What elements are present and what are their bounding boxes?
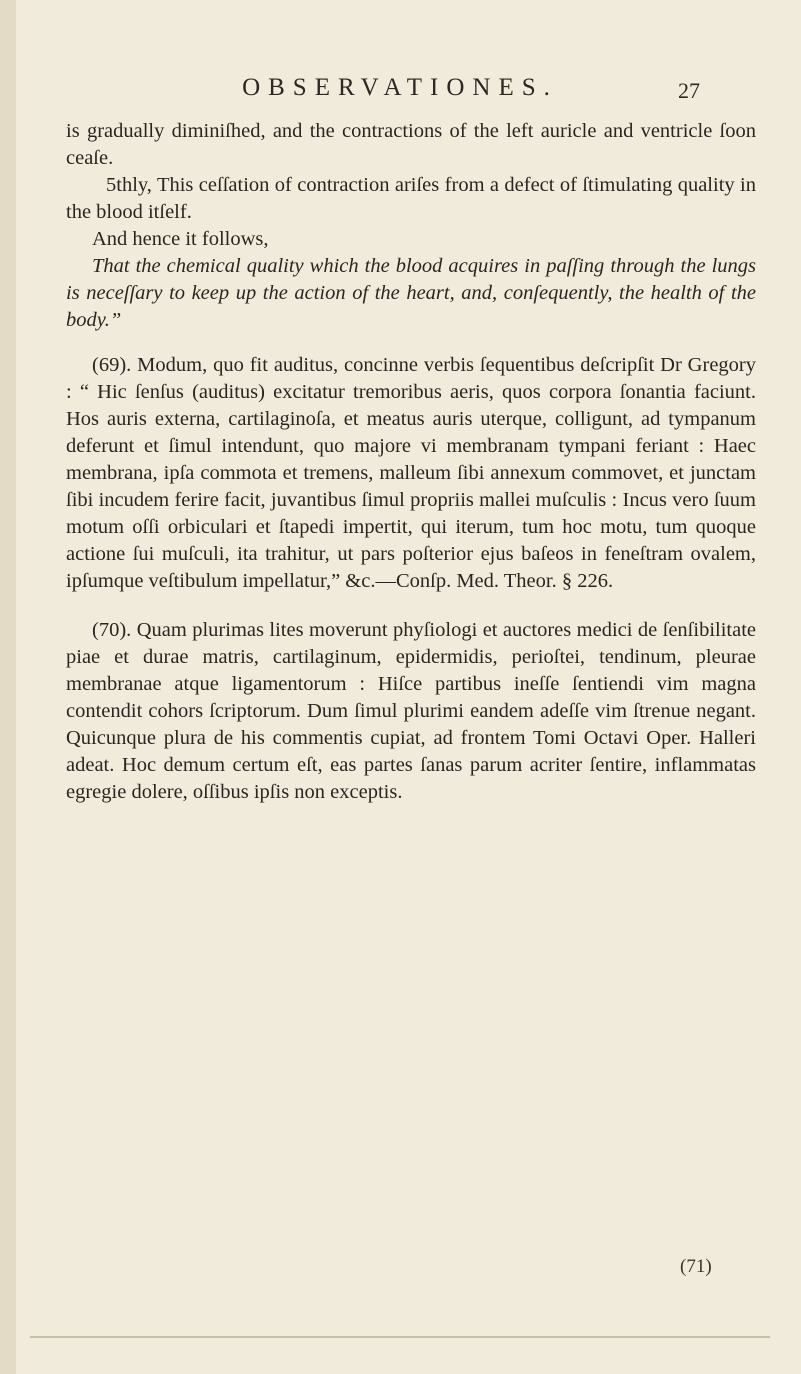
page-bottom-edge <box>30 1336 770 1338</box>
paragraph-fifthly: 5thly, This ceſſation of contraction ariſes from a defect of ſtimulating quality in the blood itſelf. <box>66 174 756 223</box>
paragraph-conclusion: That the chemical quality which the blood acquires in paſſing through the lungs is neceſſary to keep up the action of the heart, and, conſequently, the health of the body.” <box>66 255 756 331</box>
page-number: 27 <box>678 78 700 103</box>
paragraph-continuation: is gradually diminiſhed, and the contractions of the left auricle and ventricle ſoon ceaſe. <box>66 120 756 169</box>
body-text <box>66 118 756 806</box>
page-header <box>120 68 700 108</box>
running-title: OBSERVATIONES. <box>242 74 558 101</box>
page-edge-shadow <box>0 0 16 1374</box>
catchword-next-note: (71) <box>680 1256 712 1277</box>
paragraph-hence: And hence it follows, <box>92 228 269 250</box>
note-69: (69). Modum, quo fit auditus, concinne verbis ſequentibus deſcripſit Dr Gregory : “ Hic ſenſus (auditus) excitatur tremoribus aeris, quos corpora ſonantia faciunt. Hos auris externa, cartilaginoſa, et meatus auris uterque, colligunt, ad tympanum deferunt et ſimul intendunt, quo majore vi membranam tympani feriant : Haec membrana, ipſa commota et tremens, malleum ſibi annexum commovet, et junctam ſibi incudem ferire facit, juvantibus ſimul propriis mallei muſculis : Incus vero ſuum motum oſſi orbiculari et ſtapedi impertit, qui iterum, tum hoc motu, tum quoque actione ſui muſculi, ita trahitur, ut pars poſterior ejus baſeos in feneſtram ovalem, ipſumque veſtibulum impellatur,” &c.—Conſp. Med. Theor. § 226. <box>66 354 756 592</box>
note-70: (70). Quam plurimas lites moverunt phyſiologi et auctores medici de ſenſibilitate piae et durae matris, cartilaginum, epidermidis, perioſtei, tendinum, pleurae membranae atque ligamentorum : Hiſce partibus ineſſe ſentiendi vim magna contendit cohors ſcriptorum. Dum ſimul plurimi eandem adeſſe vim ſtrenue negant. Quicunque plura de his commentis cupiat, ad frontem Tomi Octavi Oper. Halleri adeat. Hoc demum certum eſt, eas partes ſanas parum acriter ſentire, inflammatas egregie dolere, oſſibus ipſis non exceptis. <box>66 619 756 803</box>
